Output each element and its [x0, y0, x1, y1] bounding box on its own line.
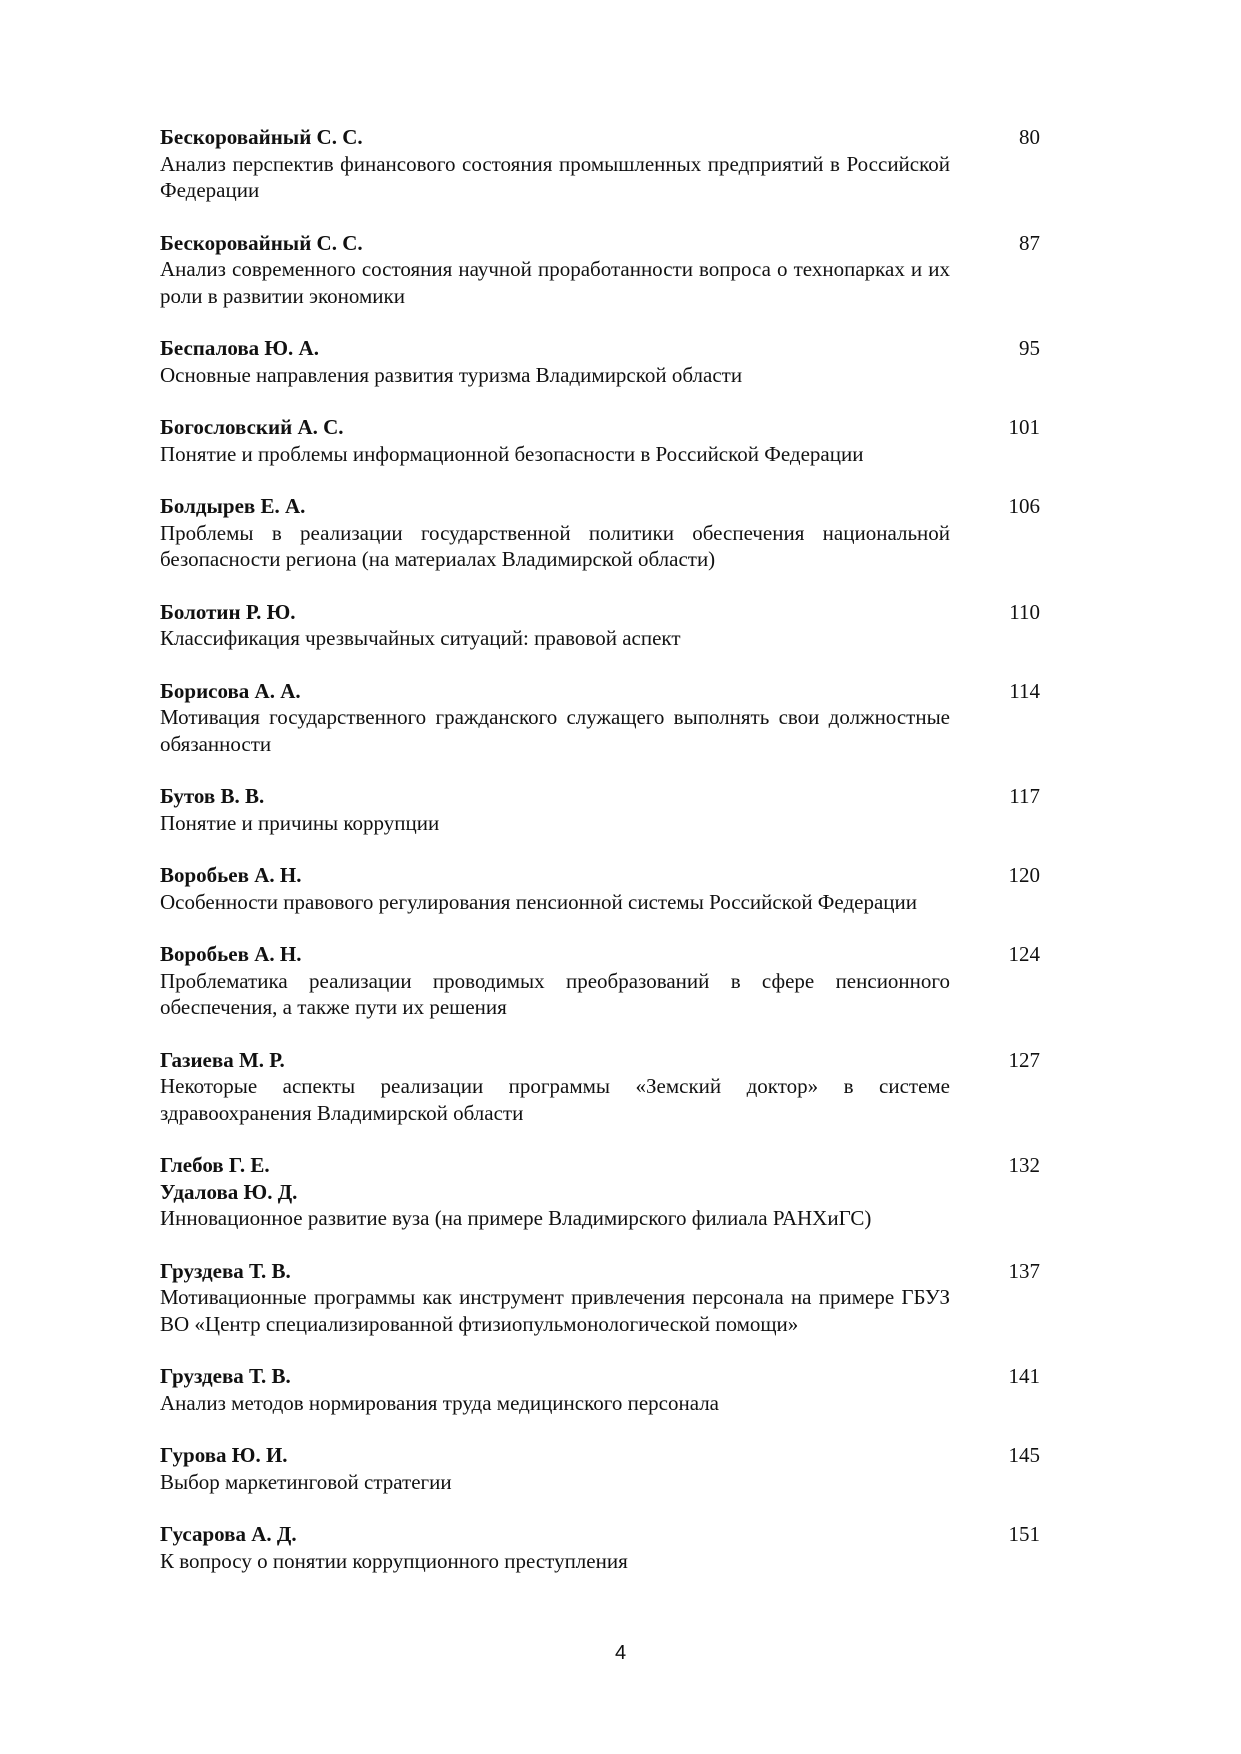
entry-title: Выбор маркетинговой стратегии — [160, 1469, 452, 1494]
entry-author: Гурова Ю. И. — [160, 1443, 288, 1467]
entry-page-number: 120 — [1008, 863, 1040, 887]
entry-title: Мотивационные программы как инструмент привлечения персонала на примере ГБУЗ ВО «Центр специализированной фтизиопульмонологической помощи» — [160, 1285, 950, 1336]
entry-authors — [160, 414, 950, 441]
entry-title: Анализ методов нормирования труда медицинского персонала — [160, 1390, 720, 1415]
entry-authors — [160, 1442, 950, 1469]
toc-entry — [160, 1363, 1040, 1416]
entry-authors — [160, 1258, 950, 1285]
page-number: 4 — [614, 1642, 627, 1664]
entry-page-number: 151 — [1008, 1522, 1040, 1546]
entry-page-number: 141 — [1008, 1364, 1040, 1388]
entry-title: Проблемы в реализации государственной политики обеспечения национальной безопасности региона (на материалах Владимирской области) — [160, 520, 950, 571]
entry-page-number: 137 — [1008, 1258, 1040, 1283]
entry-author: Воробьев А. Н. — [160, 863, 302, 887]
entry-author: Бутов В. В. — [160, 784, 265, 808]
toc-entry — [160, 941, 1040, 1021]
entry-authors — [160, 230, 950, 257]
entry-author: Груздева Т. В. — [160, 1364, 291, 1388]
entry-author: Газиева М. Р. — [160, 1047, 285, 1072]
entry-title: Основные направления развития туризма Владимирской области — [160, 362, 743, 387]
entry-title: Понятие и проблемы информационной безопасности в Российской Федерации — [160, 441, 864, 466]
entry-authors — [160, 1363, 950, 1390]
entry-authors — [160, 335, 950, 362]
entry-page-number: 87 — [1019, 230, 1040, 255]
toc-entry — [160, 1047, 1040, 1127]
entry-page-number: 132 — [1008, 1153, 1040, 1177]
entry-page-number: 106 — [1008, 494, 1040, 518]
entry-author: Воробьев А. Н. — [160, 942, 302, 966]
entry-author: Груздева Т. В. — [160, 1258, 291, 1283]
entry-page-number: 124 — [1008, 942, 1040, 966]
entry-authors — [160, 124, 950, 151]
entry-title: Проблематика реализации проводимых преобразований в сфере пенсионного обеспечения, а также пути их решения — [160, 968, 950, 1019]
entry-authors — [160, 862, 950, 889]
entry-title: Анализ перспектив финансового состояния промышленных предприятий в Российской Федерации — [160, 151, 950, 202]
entry-author: Бескоровайный С. С. — [160, 230, 363, 255]
toc-entry — [160, 335, 1040, 388]
entry-authors — [160, 678, 950, 705]
toc-entry — [160, 1258, 1040, 1338]
entry-title: Классификация чрезвычайных ситуаций: правовой аспект — [160, 626, 681, 650]
toc-entry — [160, 414, 1040, 467]
entry-title: К вопросу о понятии коррупционного преступления — [160, 1548, 628, 1573]
entry-page-number: 114 — [1009, 678, 1040, 703]
entry-authors — [160, 941, 950, 968]
entry-author: Борисова А. А. — [160, 678, 301, 703]
entry-page-number: 117 — [1009, 784, 1040, 808]
toc-entry — [160, 230, 1040, 310]
entry-author: Гусарова А. Д. — [160, 1522, 297, 1546]
entry-authors — [160, 1047, 950, 1074]
toc-entry — [160, 1521, 1040, 1574]
toc-entry — [160, 599, 1040, 652]
entry-title: Мотивация государственного гражданского служащего выполнять свои должностные обязанности — [160, 705, 950, 756]
entry-authors — [160, 599, 950, 626]
entry-title: Инновационное развитие вуза (на примере Владимирского филиала РАНХиГС) — [160, 1206, 872, 1230]
toc-entry — [160, 862, 1040, 915]
entry-page-number: 95 — [1019, 336, 1040, 360]
table-of-contents — [160, 124, 1040, 1600]
entry-title: Анализ современного состояния научной проработанности вопроса о технопарках и их роли в развитии экономики — [160, 257, 950, 308]
entry-page-number: 80 — [1019, 125, 1040, 149]
entry-author: Бескоровайный С. С. — [160, 125, 363, 149]
entry-author: Болотин Р. Ю. — [160, 599, 296, 624]
entry-title: Некоторые аспекты реализации программы «Земский доктор» в системе здравоохранения Владимирской области — [160, 1074, 950, 1125]
entry-title: Понятие и причины коррупции — [160, 810, 440, 835]
toc-entry — [160, 783, 1040, 836]
entry-authors — [160, 1521, 950, 1548]
entry-author: Богословский А. С. — [160, 415, 344, 439]
entry-authors — [160, 1152, 950, 1205]
toc-entry — [160, 493, 1040, 573]
entry-page-number: 127 — [1008, 1047, 1040, 1072]
entry-author: Глебов Г. Е. — [160, 1153, 270, 1177]
toc-entry — [160, 124, 1040, 204]
toc-entry — [160, 678, 1040, 758]
entry-page-number: 101 — [1008, 415, 1040, 439]
toc-entry — [160, 1442, 1040, 1495]
toc-entry — [160, 1152, 1040, 1232]
entry-authors — [160, 783, 950, 810]
entry-author: Беспалова Ю. А. — [160, 336, 319, 360]
entry-title: Особенности правового регулирования пенсионной системы Российской Федерации — [160, 889, 917, 914]
entry-page-number: 110 — [1009, 599, 1040, 624]
entry-page-number: 145 — [1008, 1443, 1040, 1467]
entry-author: Удалова Ю. Д. — [160, 1179, 298, 1204]
entry-author: Болдырев Е. А. — [160, 494, 306, 518]
entry-authors — [160, 493, 950, 520]
